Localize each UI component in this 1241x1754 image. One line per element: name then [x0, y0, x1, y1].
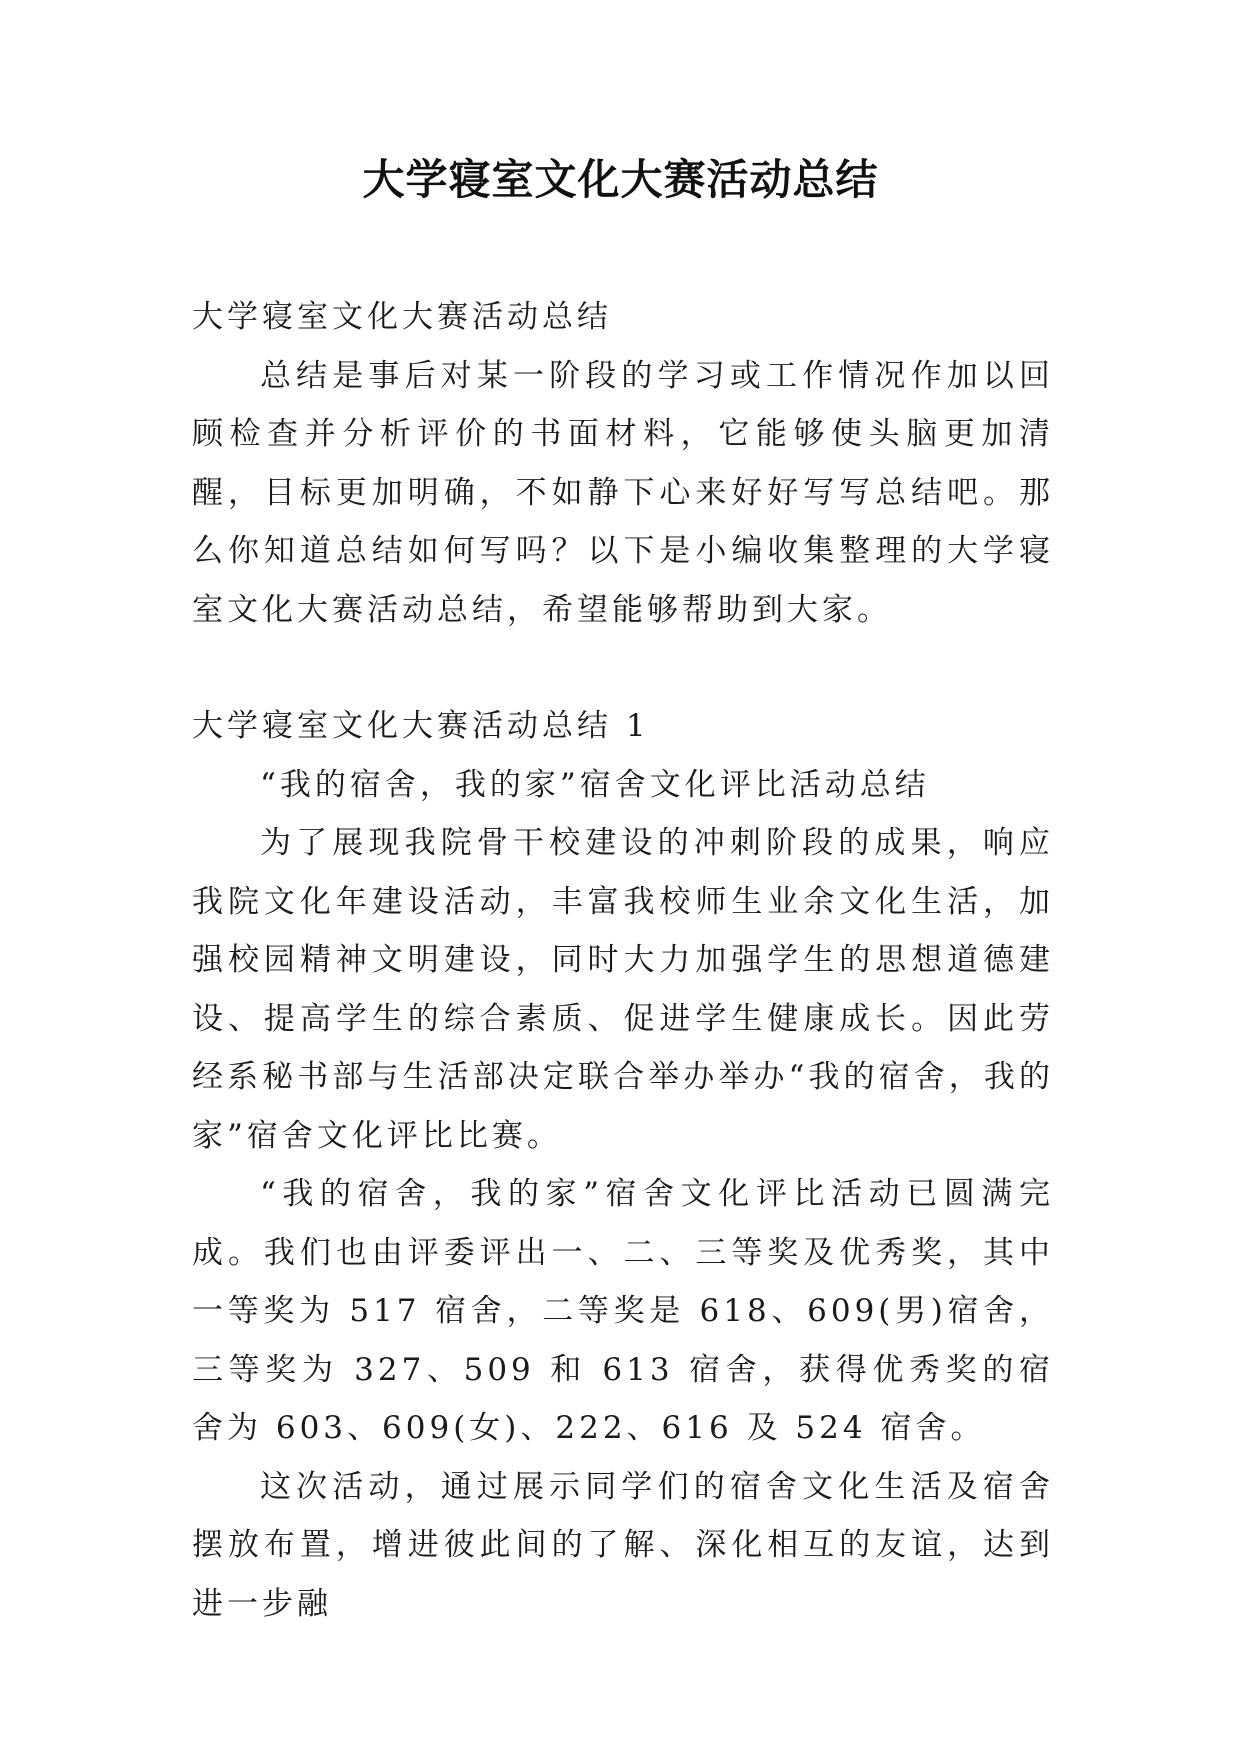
intro-heading: 大学寝室文化大赛活动总结	[192, 299, 612, 335]
document-title: 大学寝室文化大赛活动总结	[362, 155, 879, 204]
body-paragraph: 为了展现我院骨干校建设的冲刺阶段的成果，响应我院文化年建设活动，丰富我校师生业余文化生活，加强校园精神文明建设，同时大力加强学生的思想道德建设、提高学生的综合素质、促进学生健康成长。因此劳经系秘书部与生活部决定联合举办举办“我的宿舍，我的家”宿舍文化评比比赛。	[192, 825, 1054, 1154]
section-heading-1: 大学寝室文化大赛活动总结 1	[192, 708, 650, 744]
document-body	[192, 288, 1054, 1633]
section-subtitle: “我的宿舍，我的家”宿舍文化评比活动总结	[260, 766, 930, 803]
intro-paragraph: 总结是事后对某一阶段的学习或工作情况作加以回顾检查并分析评价的书面材料，它能够使头脑更加清醒，目标更加明确，不如静下心来好好写写总结吧。那么你知道总结如何写吗？以下是小编收集整理的大学寝室文化大赛活动总结，希望能够帮助到大家。	[192, 357, 1054, 628]
body-paragraph: 这次活动，通过展示同学们的宿舍文化生活及宿舍摆放布置，增进彼此间的了解、深化相互的友谊，达到进一步融	[192, 1468, 1054, 1622]
body-paragraph: “我的宿舍，我的家”宿舍文化评比活动已圆满完成。我们也由评委评出一、二、三等奖及优秀奖，其中一等奖为 517 宿舍，二等奖是 618、609(男)宿舍，三等奖为 327、509 和 613 宿舍，获得优秀奖的宿舍为 603、609(女)、222、616 及 524 宿舍。	[192, 1176, 1054, 1446]
